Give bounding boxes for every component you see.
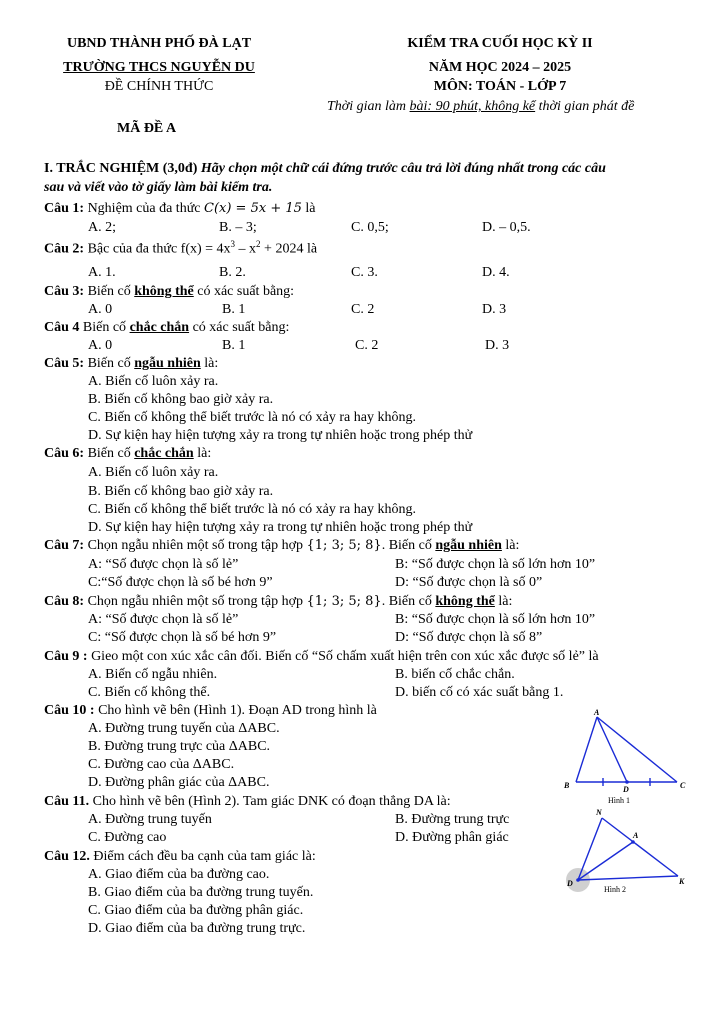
q2-option-d: D. 4. — [482, 265, 510, 280]
q3-option-d: D. 3 — [482, 302, 507, 317]
exam-code: MÃ ĐỀ A — [117, 121, 177, 136]
q12-option-c: C. Giao điểm của ba đường phân giác. — [88, 903, 304, 918]
section-title: I. TRẮC NGHIỆM (3,0đ) Hãy chọn một chữ cái đứng trước câu trả lời đúng nhất trong các câu — [44, 161, 606, 176]
q11-option-c: C. Đường cao — [88, 830, 167, 845]
q7-option-a: A: “Số được chọn là số lẻ” — [88, 557, 239, 572]
question-6: Câu 6: Biến cố chắc chắn là: — [44, 446, 212, 461]
q5-option-a: A. Biến cố luôn xảy ra. — [88, 374, 219, 389]
q9-option-c: C. Biến cố không thể. — [88, 685, 211, 700]
fig2-label-d: D — [567, 879, 573, 888]
q10-option-d: D. Đường phân giác của ΔABC. — [88, 775, 270, 790]
q3-option-a: A. 0 — [88, 302, 113, 317]
q1-option-d: D. – 0,5. — [482, 220, 531, 235]
q7-option-b: B: “Số được chọn là số lớn hơn 10” — [395, 557, 596, 572]
header-exam-title: KIỂM TRA CUỐI HỌC KỲ II — [407, 36, 593, 51]
q2-option-c: C. 3. — [351, 265, 378, 280]
q11-option-d: D. Đường phân giác — [395, 830, 509, 845]
fig2-label-a: A — [633, 831, 639, 840]
fig1-label-c: C — [680, 781, 686, 790]
q1-option-b: B. – 3; — [219, 220, 257, 235]
fig1-label-d: D — [623, 785, 629, 794]
q11-option-a: A. Đường trung tuyến — [88, 812, 212, 827]
fig1-caption: Hình 1 — [608, 796, 630, 805]
header-time: Thời gian làm bài: 90 phút, không kể thời gian phát đề — [327, 99, 635, 114]
q4-option-a: A. 0 — [88, 338, 113, 353]
header-district: UBND THÀNH PHỐ ĐÀ LẠT — [66, 36, 252, 51]
figure-1-triangle-abc — [560, 706, 690, 810]
header-official: ĐỀ CHÍNH THỨC — [104, 79, 214, 94]
q8-option-b: B: “Số được chọn là số lớn hơn 10” — [395, 612, 596, 627]
question-9: Câu 9 : Gieo một con xúc xắc cân đối. Biến cố “Số chấm xuất hiện trên con xúc xắc được số lẻ” là — [44, 649, 599, 664]
question-11: Câu 11. Cho hình vẽ bên (Hình 2). Tam giác DNK có đoạn thẳng DA là: — [44, 794, 451, 809]
q2-option-b: B. 2. — [219, 265, 246, 280]
q7-option-d: D: “Số được chọn là số 0” — [395, 575, 543, 590]
question-3: Câu 3: Biến cố không thể có xác suất bằng: — [44, 284, 295, 299]
q8-option-a: A: “Số được chọn là số lẻ” — [88, 612, 239, 627]
q3-option-c: C. 2 — [351, 302, 375, 317]
question-10: Câu 10 : Cho hình vẽ bên (Hình 1). Đoạn AD trong hình là — [44, 703, 377, 718]
q10-option-b: B. Đường trung trực của ΔABC. — [88, 739, 271, 754]
fig1-label-b: B — [564, 781, 570, 790]
q12-option-d: D. Giao điểm của ba đường trung trực. — [88, 921, 306, 936]
q5-option-b: B. Biến cố không bao giờ xảy ra. — [88, 392, 274, 407]
q8-option-d: D: “Số được chọn là số 8” — [395, 630, 543, 645]
question-4: Câu 4 Biến cố chắc chắn có xác suất bằng: — [44, 320, 290, 335]
question-1: Câu 1: Nghiệm của đa thức C(x) = 5x + 15 là — [44, 201, 316, 216]
q12-option-a: A. Giao điểm của ba đường cao. — [88, 867, 270, 882]
fig2-label-n: N — [596, 808, 602, 817]
q5-option-c: C. Biến cố không thể biết trước là nó có xảy ra hay không. — [88, 410, 416, 425]
q8-option-c: C: “Số được chọn là số bé hơn 9” — [88, 630, 277, 645]
question-7: Câu 7: Chọn ngẫu nhiên một số trong tập hợp {1; 3; 5; 8}. Biến cố ngẫu nhiên là: — [44, 538, 520, 553]
q10-option-a: A. Đường trung tuyến của ΔABC. — [88, 721, 280, 736]
header-school: TRƯỜNG THCS NGUYỄN DU — [63, 60, 255, 75]
section-instruction: sau và viết vào tờ giấy làm bài kiểm tra. — [44, 180, 273, 195]
q1-option-a: A. 2; — [88, 220, 116, 235]
q5-option-d: D. Sự kiện hay hiện tượng xảy ra trong tự nhiên hoặc trong phép thử — [88, 428, 473, 443]
q12-option-b: B. Giao điểm của ba đường trung tuyến. — [88, 885, 314, 900]
q11-option-b: B. Đường trung trực — [395, 812, 510, 827]
fig2-caption: Hình 2 — [604, 885, 626, 894]
q6-option-c: C. Biến cố không thể biết trước là nó có xảy ra hay không. — [88, 502, 416, 517]
question-5: Câu 5: Biến cố ngẫu nhiên là: — [44, 356, 219, 371]
q3-option-b: B. 1 — [222, 302, 246, 317]
q6-option-d: D. Sự kiện hay hiện tượng xảy ra trong tự nhiên hoặc trong phép thử — [88, 520, 473, 535]
figure-2-triangle-dnk — [560, 802, 690, 900]
q9-option-b: B. biến cố chắc chắn. — [395, 667, 515, 682]
q7-option-c: C:“Số được chọn là số bé hơn 9” — [88, 575, 273, 590]
q9-option-d: D. biến cố có xác suất bằng 1. — [395, 685, 564, 700]
header-school-year: NĂM HỌC 2024 – 2025 — [428, 60, 572, 75]
question-12: Câu 12. Điểm cách đều ba cạnh của tam giác là: — [44, 849, 316, 864]
q2-option-a: A. 1. — [88, 265, 116, 280]
q6-option-a: A. Biến cố luôn xảy ra. — [88, 465, 219, 480]
q9-option-a: A. Biến cố ngẫu nhiên. — [88, 667, 218, 682]
q4-option-d: D. 3 — [485, 338, 510, 353]
fig1-label-a: A — [594, 708, 600, 717]
q6-option-b: B. Biến cố không bao giờ xảy ra. — [88, 484, 274, 499]
q4-option-c: C. 2 — [355, 338, 379, 353]
q10-option-c: C. Đường cao của ΔABC. — [88, 757, 235, 772]
question-2: Câu 2: Bậc của đa thức $f(x) = 4x^3 - x^2 + 2024$ là — [44, 239, 318, 257]
header-subject: MÔN: TOÁN - LỚP 7 — [433, 79, 567, 94]
fig2-label-k: K — [679, 877, 685, 886]
question-8: Câu 8: Chọn ngẫu nhiên một số trong tập hợp {1; 3; 5; 8}. Biến cố không thể là: — [44, 594, 513, 609]
q1-option-c: C. 0,5; — [351, 220, 389, 235]
q4-option-b: B. 1 — [222, 338, 246, 353]
